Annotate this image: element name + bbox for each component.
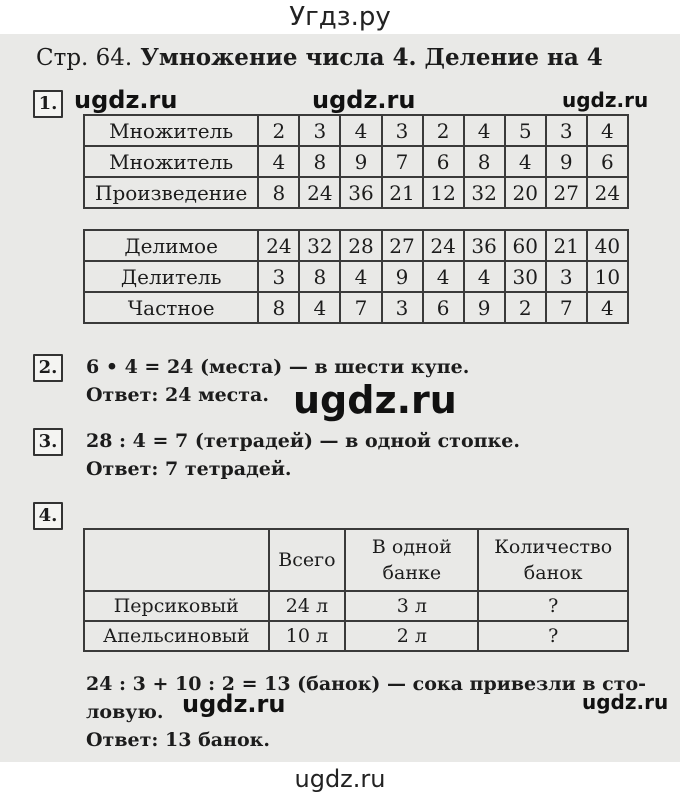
- table-row: [84, 146, 628, 177]
- table-cell: 36: [464, 230, 505, 261]
- table-cell: 21: [382, 177, 423, 208]
- page-title: [36, 44, 676, 71]
- table-row: [84, 261, 628, 292]
- table-cell: 4: [258, 146, 299, 177]
- watermark: ugdz.ru: [74, 86, 178, 114]
- watermark: ugdz.ru: [293, 378, 457, 422]
- table-cell: 4: [587, 292, 628, 323]
- table-cell: 7: [382, 146, 423, 177]
- table-cell: 8: [464, 146, 505, 177]
- row-label: Множитель: [84, 115, 258, 146]
- table-cell: 5: [505, 115, 546, 146]
- table-cell: 3: [299, 115, 340, 146]
- table-cell: 2: [258, 115, 299, 146]
- table-cell: 3: [382, 115, 423, 146]
- table-cell: 9: [340, 146, 381, 177]
- table-cell: 28: [340, 230, 381, 261]
- table-cell: 10: [587, 261, 628, 292]
- table-cell: 24: [299, 177, 340, 208]
- table-cell: 32: [299, 230, 340, 261]
- cell-peach-count: ?: [478, 591, 628, 621]
- row-label: Делитель: [84, 261, 258, 292]
- task-number-4: 4.: [33, 502, 63, 530]
- task3-answer: Ответ: 7 тетрадей.: [86, 458, 292, 480]
- task-number-2: 2.: [33, 354, 63, 382]
- task-number-3: 3.: [33, 428, 63, 456]
- table-cell: 21: [546, 230, 587, 261]
- row-label: Произведение: [84, 177, 258, 208]
- task4-answer: Ответ: 13 банок.: [86, 729, 270, 751]
- multiplication-table: [83, 114, 629, 209]
- table-row: [84, 177, 628, 208]
- table-cell: 3: [546, 115, 587, 146]
- table-cell: 3: [382, 292, 423, 323]
- table-cell: 8: [258, 292, 299, 323]
- table-cell: 4: [505, 146, 546, 177]
- cell-peach-per-jar: 3 л: [345, 591, 478, 621]
- task2-answer: Ответ: 24 места.: [86, 384, 269, 406]
- table-cell: 2: [423, 115, 464, 146]
- cell-orange-count: ?: [478, 621, 628, 651]
- table-cell: 4: [464, 115, 505, 146]
- table-cell: 4: [464, 261, 505, 292]
- table-cell: 30: [505, 261, 546, 292]
- site-header: Угдз.ру: [0, 0, 680, 34]
- table-cell: 6: [423, 292, 464, 323]
- table-cell: 6: [587, 146, 628, 177]
- table-cell: 4: [340, 261, 381, 292]
- table-cell: 12: [423, 177, 464, 208]
- table-cell: 36: [340, 177, 381, 208]
- table-cell: 40: [587, 230, 628, 261]
- table-cell: 24: [423, 230, 464, 261]
- table-cell: 7: [546, 292, 587, 323]
- row-label-peach: Персиковый: [84, 591, 269, 621]
- table-cell: 8: [299, 146, 340, 177]
- table-cell: 2: [505, 292, 546, 323]
- table-cell: 6: [423, 146, 464, 177]
- watermark: ugdz.ru: [182, 690, 286, 718]
- watermark: ugdz.ru: [312, 86, 416, 114]
- cell-peach-total: 24 л: [269, 591, 346, 621]
- table-row: [84, 292, 628, 323]
- table-cell: 27: [546, 177, 587, 208]
- table-row: [84, 230, 628, 261]
- table-cell: 32: [464, 177, 505, 208]
- table-cell: 27: [382, 230, 423, 261]
- table-cell: 7: [340, 292, 381, 323]
- table-cell: 4: [340, 115, 381, 146]
- task4-solution-line1: 24 : 3 + 10 : 2 = 13 (банок) — сока привезли в сто-: [86, 673, 647, 695]
- table-cell: 4: [299, 292, 340, 323]
- cell-orange-total: 10 л: [269, 621, 346, 651]
- task-number-1: 1.: [33, 90, 63, 118]
- task3-solution: 28 : 4 = 7 (тетрадей) — в одной стопке.: [86, 430, 520, 452]
- topic-title: Умножение числа 4. Деление на 4: [140, 44, 603, 71]
- division-table: [83, 229, 629, 324]
- watermark: ugdz.ru: [562, 88, 649, 112]
- table-cell: 8: [258, 177, 299, 208]
- table-cell: 24: [258, 230, 299, 261]
- cell-orange-per-jar: 2 л: [345, 621, 478, 651]
- page-number: Стр. 64.: [36, 45, 133, 71]
- table-row: [84, 115, 628, 146]
- table-cell: 3: [258, 261, 299, 292]
- table-cell: 20: [505, 177, 546, 208]
- table-cell: 9: [546, 146, 587, 177]
- watermark: ugdz.ru: [582, 690, 669, 714]
- row-label: Делимое: [84, 230, 258, 261]
- table-cell: 4: [423, 261, 464, 292]
- col-header-jar-count: Количество банок: [478, 529, 628, 591]
- task2-solution: 6 • 4 = 24 (места) — в шести купе.: [86, 356, 470, 378]
- table-cell: 24: [587, 177, 628, 208]
- row-label: Частное: [84, 292, 258, 323]
- juice-table-corner: [84, 529, 269, 591]
- row-label: Множитель: [84, 146, 258, 177]
- juice-table: [83, 528, 629, 652]
- table-cell: 4: [587, 115, 628, 146]
- task4-solution-line2: ловую.: [86, 701, 164, 723]
- table-cell: 9: [382, 261, 423, 292]
- site-footer: ugdz.ru: [0, 762, 680, 796]
- table-cell: 8: [299, 261, 340, 292]
- table-cell: 60: [505, 230, 546, 261]
- row-label-orange: Апельсиновый: [84, 621, 269, 651]
- col-header-total: Всего: [269, 529, 346, 591]
- col-header-per-jar: В одной банке: [345, 529, 478, 591]
- table-cell: 3: [546, 261, 587, 292]
- table-cell: 9: [464, 292, 505, 323]
